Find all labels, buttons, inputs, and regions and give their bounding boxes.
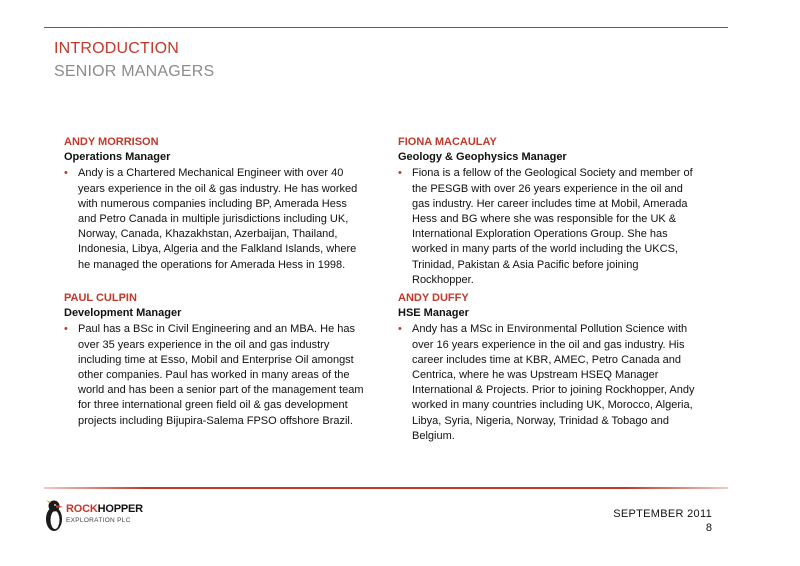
bullet-icon: • (64, 323, 68, 336)
manager-name: PAUL CULPIN (64, 292, 137, 304)
manager-bio (398, 166, 698, 288)
logo-subtitle: EXPLORATION PLC (66, 517, 131, 524)
manager-bio (64, 166, 364, 272)
manager-role: HSE Manager (398, 307, 469, 320)
manager-bio-text: Andy is a Chartered Mechanical Engineer with over 40 years experience in the oil & gas industry. He has worked with numerous companies including BP, Amerada Hess and Petro Canada in multiple jurisdictions including UK, Norway, Canada, Khazakhstan, Azerbaijan, Thailand, Indonesia, Libya, Algeria and the Falkland Islands, where he managed the operations for Amerada Hess in 1998. (78, 167, 358, 271)
manager-card-andy-morrison (64, 135, 364, 273)
manager-bio-text: Fiona is a fellow of the Geological Society and member of the PESGB with over 26 years experience in the oil and gas industry. Her career includes time at Mobil, Amerada Hess and BG where she was responsible for the UK & International Exploration Operations Group. She has worked in many parts of the world including the UKCS, Trinidad, Pakistan & Asia Pacific before joining Rockhopper. (412, 167, 693, 286)
page-title: INTRODUCTION (54, 40, 180, 57)
manager-bio-text: Paul has a BSc in Civil Engineering and an MBA. He has over 35 years experience in the oil and gas industry including time at Esso, Mobil and Enterprise Oil amongst other companies. Paul has worked in many areas of the world and has been a senior part of the management team for three international green field oil & gas development projects including Bijupira-Salema FPSO offshore Brazil. (78, 323, 364, 427)
footer-date: SEPTEMBER 2011 (613, 508, 712, 520)
top-divider (44, 27, 728, 28)
manager-card-paul-culpin (64, 291, 364, 429)
manager-role: Development Manager (64, 307, 182, 320)
bottom-divider (44, 487, 728, 489)
manager-card-fiona-macaulay (398, 135, 698, 288)
manager-bio (64, 322, 364, 428)
manager-name: ANDY MORRISON (64, 136, 159, 148)
logo-wordmark (66, 503, 143, 515)
logo-word-rock: ROCK (66, 503, 98, 515)
manager-role: Geology & Geophysics Manager (398, 151, 567, 164)
penguin-icon (44, 499, 64, 533)
manager-bio-text: Andy has a MSc in Environmental Pollution Science with over 16 years experience in the oil and gas industry. His career includes time at KBR, AMEC, Petro Canada and Centrica, where he was Upstream HSEQ Manager International & Projects. Prior to joining Rockhopper, Andy worked in many countries including UK, Morocco, Algeria, Libya, Syria, Nigeria, Norway, Trinidad & Tobago and Belgium. (412, 323, 695, 442)
logo-word-hopper: HOPPER (97, 503, 143, 515)
manager-role: Operations Manager (64, 151, 171, 164)
page-subtitle: SENIOR MANAGERS (54, 63, 215, 80)
manager-name: FIONA MACAULAY (398, 136, 497, 148)
manager-bio (398, 322, 698, 444)
bullet-icon: • (398, 323, 402, 336)
manager-name: ANDY DUFFY (398, 292, 469, 304)
bullet-icon: • (64, 167, 68, 180)
company-logo (44, 497, 154, 535)
page-number: 8 (705, 522, 712, 534)
manager-card-andy-duffy (398, 291, 698, 444)
bullet-icon: • (398, 167, 402, 180)
